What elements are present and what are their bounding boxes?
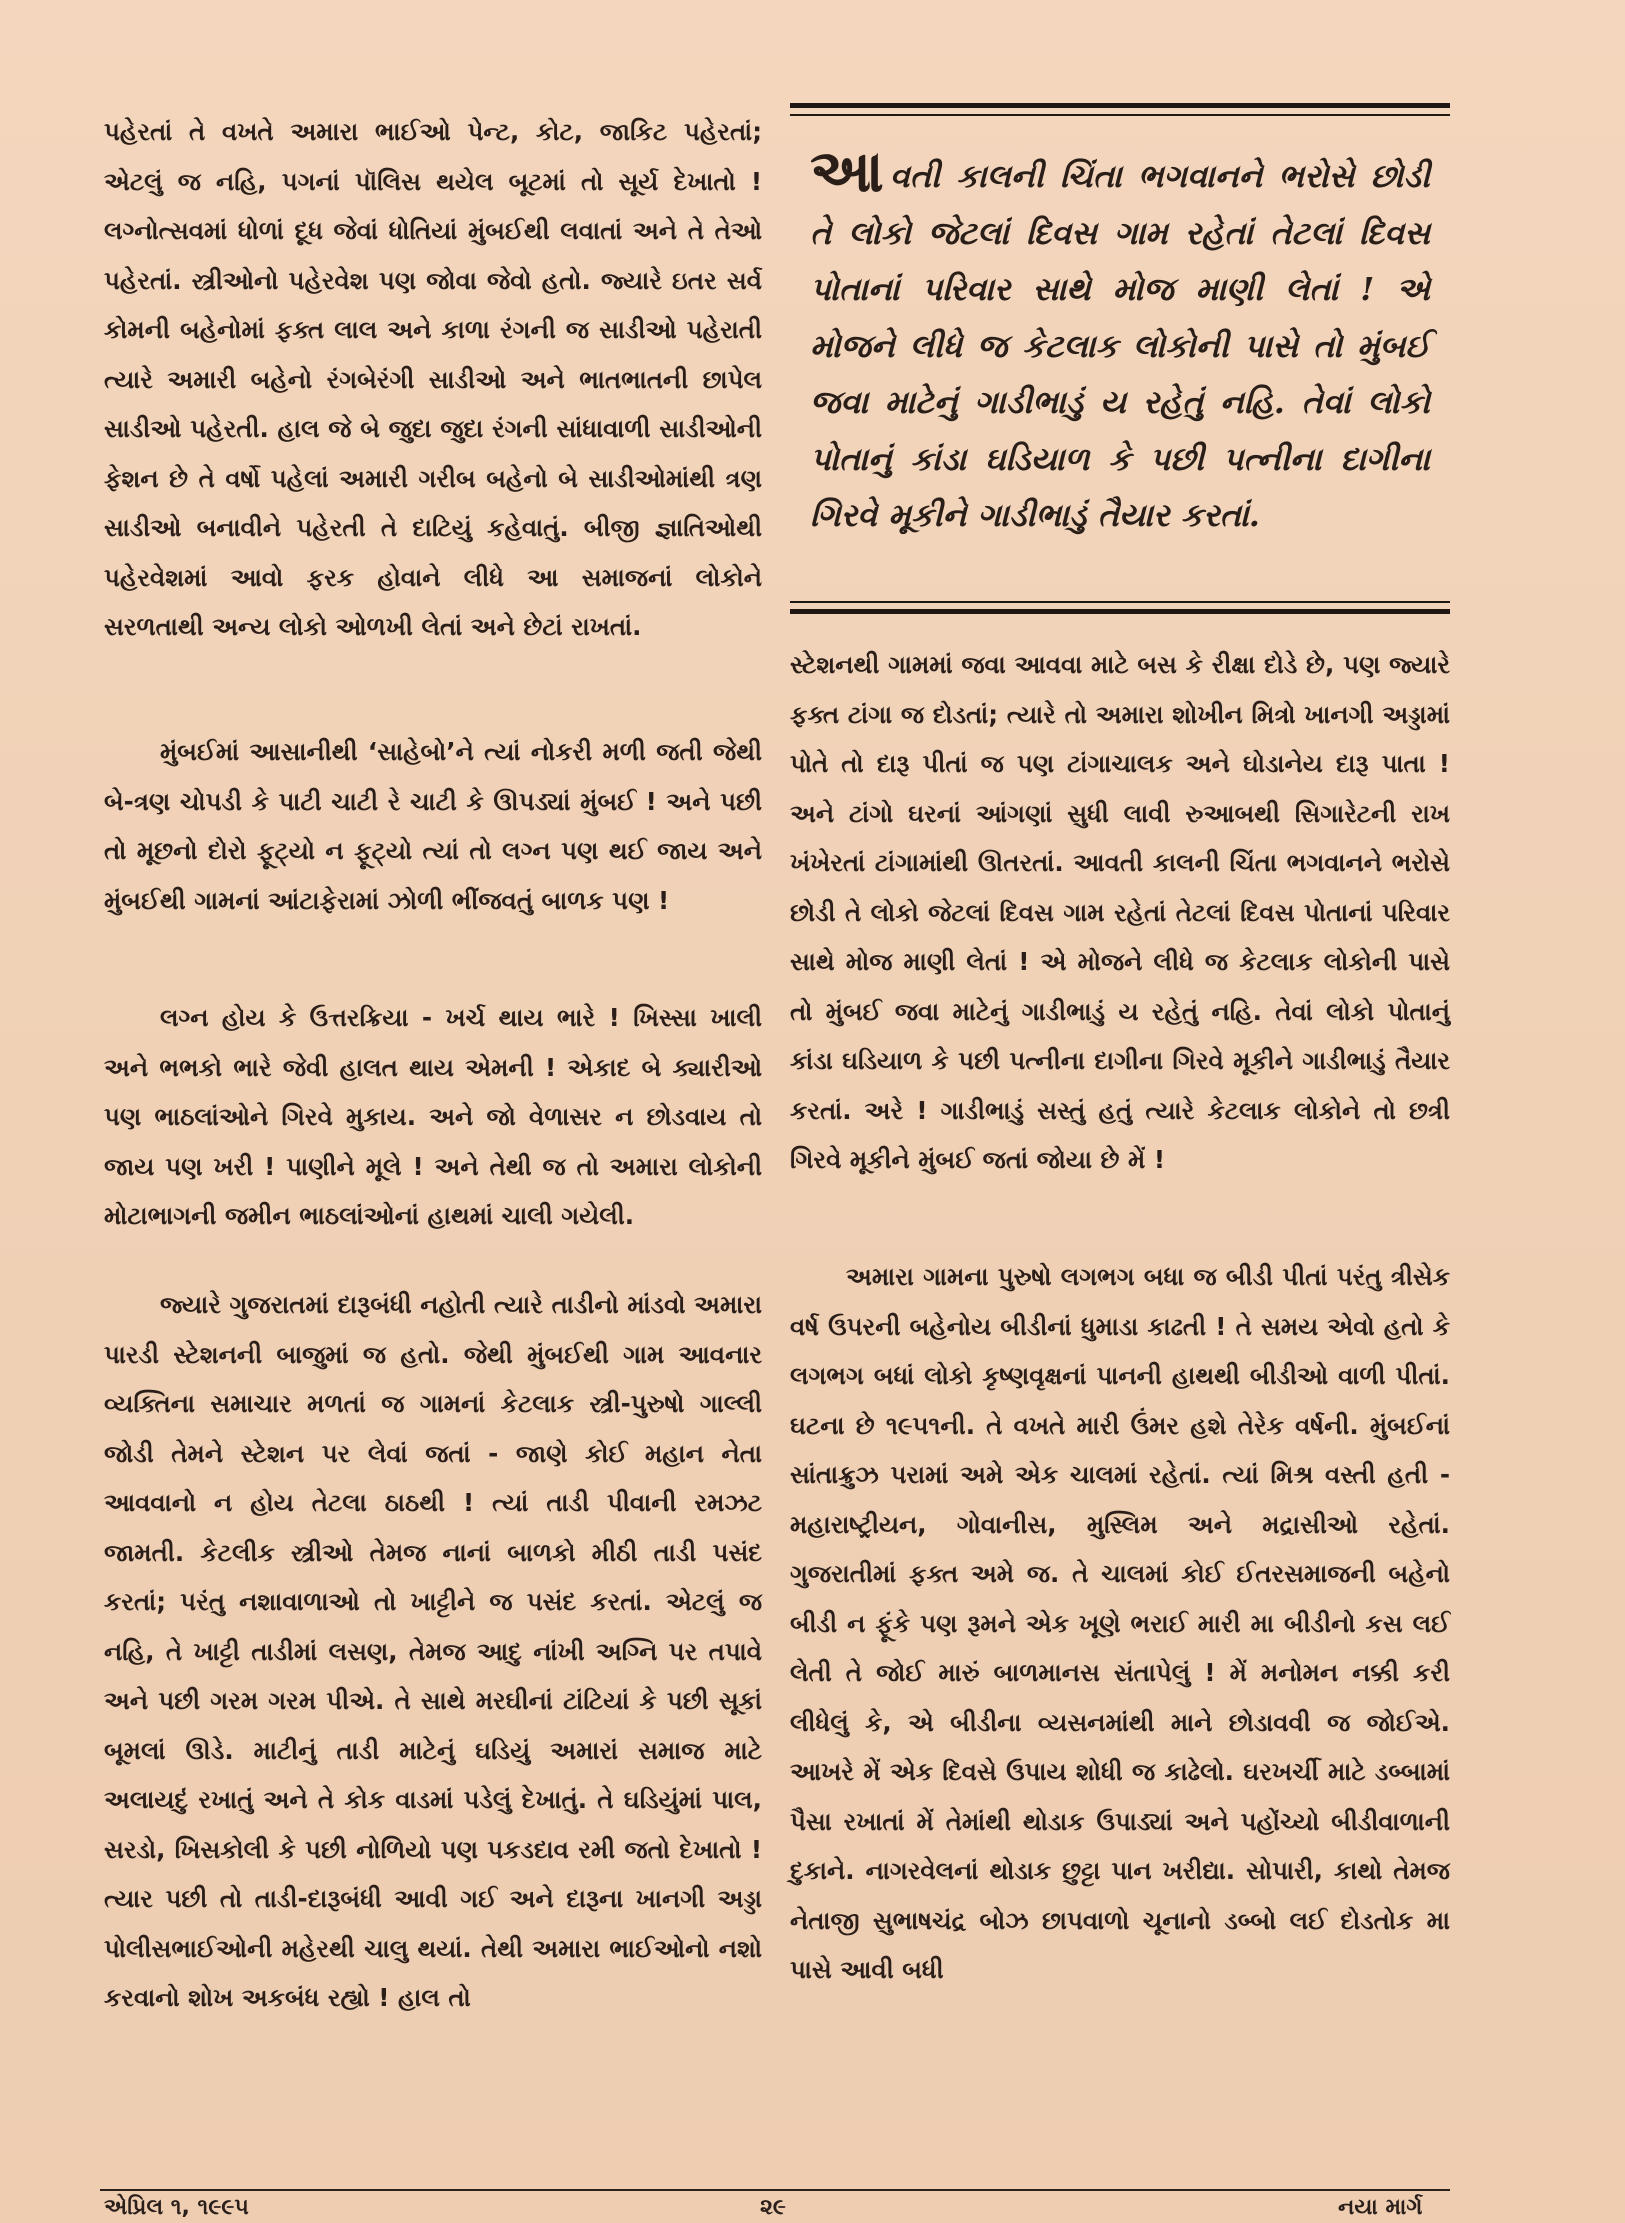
paragraph: જ્યારે ગુજરાતમાં દારૂબંધી નહોતી ત્યારે તાડીનો માંડવો અમારા પારડી સ્ટેશનની બાજુમાં જ હતો. જેથી મુંબઈથી ગામ આવનાર વ્યક્તિના સમાચાર મળતાં જ ગામનાં કેટલાક સ્ત્રી-પુરુષો ગાલ્લી જોડી તેમને સ્ટેશન પર લેવાં જતાં - જાણે કોઈ મહાન નેતા આવવાનો ન હોય તેટલા ઠાઠથી ! ત્યાં તાડી પીવાની રમઝટ જામતી. કેટલીક સ્ત્રીઓ તેમજ નાનાં બાળકો મીઠી તાડી પસંદ કરતાં; પરંતુ નશાવાળાઓ તો ખાટ્ટીને જ પસંદ કરતાં. એટલું જ નહિ, તે ખાટ્ટી તાડીમાં લસણ, તેમજ આદુ નાંખી અગ્નિ પર તપાવે અને પછી ગરમ ગરમ પીએ. તે સાથે મરઘીનાં ટાંટિયાં કે પછી સૂકાં બૂમલાં ઊડે. માટીનું તાડી માટેનું ઘડિયું અમારાં સમાજ માટે અલાયદું રખાતું અને તે કોક વાડમાં પડેલું દેખાતું. તે ઘડિયુંમાં પાલ, સરડો, ખિસકોલી કે પછી નોળિયો પણ પકડદાવ રમી જતો દેખાતો ! ત્યાર પછી તો તાડી-દારૂબંધી આવી ગઈ અને દારૂના ખાનગી અડ્ડા પોલીસભાઈઓની મહેરથી ચાલુ થયાં. તેથી અમારા ભાઈઓનો નશો કરવાનો શોખ અકબંધ રહ્યો ! હાલ તો <box>104 1290 762 2012</box>
footer-page-number: ૨૯ <box>760 2195 786 2220</box>
pull-quote-bottom-rule <box>790 609 1450 614</box>
pull-quote-text: વતી કાલની ચિંતા ભગવાનને ભરોસે છોડી તે લોકો જેટલાં દિવસ ગામ રહેતાં તેટલાં દિવસ પોતાનાં પરિવાર સાથે મોજ માણી લેતાં ! એ મોજને લીધે જ કેટલાક લોકોની પાસે તો મુંબઈ જવા માટેનું ગાડીભાડું ય રહેતું નહિ. તેવાં લોકો પોતાનું કાંડા ઘડિયાળ કે પછી પત્નીના દાગીના ગિરવે મૂકીને ગાડીભાડું તૈયાર કરતાં. <box>810 157 1430 534</box>
paragraph: અમારા ગામના પુરુષો લગભગ બધા જ બીડી પીતાં પરંતુ ત્રીસેક વર્ષ ઉપરની બહેનોય બીડીનાં ધુમાડા કાઢતી ! તે સમય એવો હતો કે લગભગ બધાં લોકો કૃષ્ણવૃક્ષનાં પાનની હાથથી બીડીઓ વાળી પીતાં. ઘટના છે ૧૯૫૧ની. તે વખતે મારી ઉંમર હશે તેરેક વર્ષની. મુંબઈનાં સાંતાક્રુઝ પરામાં અમે એક ચાલમાં રહેતાં. ત્યાં મિશ્ર વસ્તી હતી - મહારાષ્ટ્રીયન, ગોવાનીસ, મુસ્લિમ અને મદ્રાસીઓ રહેતાં. ગુજરાતીમાં ફક્ત અમે જ. તે ચાલમાં કોઈ ઈતરસમાજની બહેનો બીડી ન ફૂંકે પણ રૂમને એક ખૂણે ભરાઈ મારી મા બીડીનો કસ લઈ લેતી તે જોઈ મારું બાળમાનસ સંતાપેલું ! મેં મનોમન નક્કી કરી લીધેલું કે, એ બીડીના વ્યસનમાંથી માને છોડાવવી જ જોઈએ. આખરે મેં એક દિવસે ઉપાય શોધી જ કાઢેલો. ઘરખર્ચી માટે ડબ્બામાં પૈસા રખાતાં મેં તેમાંથી થોડાક ઉપાડ્યાં અને પહોંચ્યો બીડીવાળાની દુકાને. નાગરવેલનાં થોડાક છુટ્ટા પાન ખરીદ્યા. સોપારી, કાથો તેમજ નેતાજી સુભાષચંદ્ર બોઝ છાપવાળો ચૂનાનો ડબ્બો લઈ દોડતોક મા પાસે આવી બધી <box>790 1262 1450 1984</box>
paragraph: સ્ટેશનથી ગામમાં જવા આવવા માટે બસ કે રીક્ષા દોડે છે, પણ જ્યારે ફક્ત ટાંગા જ દોડતાં; ત્યારે તો અમારા શોખીન મિત્રો ખાનગી અડ્ડામાં પોતે તો દારૂ પીતાં જ પણ ટાંગાચાલક અને ઘોડાનેય દારૂ પાતા ! અને ટાંગો ઘરનાં આંગણાં સુધી લાવી રુઆબથી સિગારેટની રાખ ખંખેરતાં ટાંગામાંથી ઊતરતાં. આવતી કાલની ચિંતા ભગવાનને ભરોસે છોડી તે લોકો જેટલાં દિવસ ગામ રહેતાં તેટલાં દિવસ પોતાનાં પરિવાર સાથે મોજ માણી લેતાં ! એ મોજને લીધે જ કેટલાક લોકોની પાસે તો મુંબઈ જવા માટેનું ગાડીભાડું ય રહેતું નહિ. તેવાં લોકો પોતાનું કાંડા ઘડિયાળ કે પછી પત્નીના દાગીના ગિરવે મૂકીને ગાડીભાડું તૈયાર કરતાં. અરે ! ગાડીભાડું સસ્તું હતું ત્યારે કેટલાક લોકોને તો છત્રી ગિરવે મૂકીને મુંબઈ જતાં જોયા છે મેં ! <box>790 650 1450 1174</box>
footer-magazine-name: નયા માર્ગ <box>1338 2195 1423 2220</box>
paragraph: મુંબઈમાં આસાનીથી ‘સાહેબો’ને ત્યાં નોકરી મળી જતી જેથી બે-ત્રણ ચોપડી કે પાટી ચાટી રે ચાટી કે ઊપડ્યાં મુંબઈ ! અને પછી તો મૂછનો દોરો ફૂટ્યો ન ફૂટ્યો ત્યાં તો લગ્ન પણ થઈ જાય અને મુંબઈથી ગામનાં આંટાફેરામાં ઝોળી ભીંજવતું બાળક પણ ! <box>104 737 762 915</box>
pull-quote-top-rule-thin <box>790 114 1450 116</box>
footer-date: એપ્રિલ ૧, ૧૯૯૫ <box>104 2195 249 2220</box>
pull-quote-top-rule <box>790 103 1450 108</box>
pull-quote-dropcap: આ <box>810 137 884 205</box>
footer-rule <box>100 2189 1450 2191</box>
paragraph: લગ્ન હોય કે ઉત્તરક્રિયા - ખર્ચ થાય ભારે ! ખિસ્સા ખાલી અને ભભકો ભારે જેવી હાલત થાય એમની ! એકાદ બે ક્યારીઓ પણ ભાઠલાંઓને ગિરવે મુકાય. અને જો વેળાસર ન છોડવાય તો જાય પણ ખરી ! પાણીને મૂલે ! અને તેથી જ તો અમારા લોકોની મોટાભાગની જમીન ભાઠલાંઓનાં હાથમાં ચાલી ગયેલી. <box>104 1003 762 1230</box>
pull-quote-bottom-rule-thin <box>790 601 1450 603</box>
pull-quote <box>810 137 1430 544</box>
paragraph: પહેરતાં તે વખતે અમારા ભાઈઓ પેન્ટ, કોટ, જાકિટ પહેરતાં; એટલું જ નહિ, પગનાં પૉલિસ થયેલ બૂટમાં તો સૂર્ય દેખાતો ! લગ્નોત્સવમાં ધોળાં દૂધ જેવાં ધોતિયાં મુંબઈથી લવાતાં અને તે તેઓ પહેરતાં. સ્ત્રીઓનો પહેરવેશ પણ જોવા જેવો હતો. જ્યારે ઇતર સર્વ કોમની બહેનોમાં ફક્ત લાલ અને કાળા રંગની જ સાડીઓ પહેરાતી ત્યારે અમારી બહેનો રંગબેરંગી સાડીઓ અને ભાતભાતની છાપેલ સાડીઓ પહેરતી. હાલ જે બે જુદા જુદા રંગની સાંધાવાળી સાડીઓની ફેશન છે તે વર્ષો પહેલાં અમારી ગરીબ બહેનો બે સાડીઓમાંથી ત્રણ સાડીઓ બનાવીને પહેરતી તે દાટિયું કહેવાતું. બીજી જ્ઞાતિઓથી પહેરવેશમાં આવો ફરક હોવાને લીધે આ સમાજનાં લોકોને સરળતાથી અન્ય લોકો ઓળખી લેતાં અને છેટાં રાખતાં. <box>104 117 762 641</box>
